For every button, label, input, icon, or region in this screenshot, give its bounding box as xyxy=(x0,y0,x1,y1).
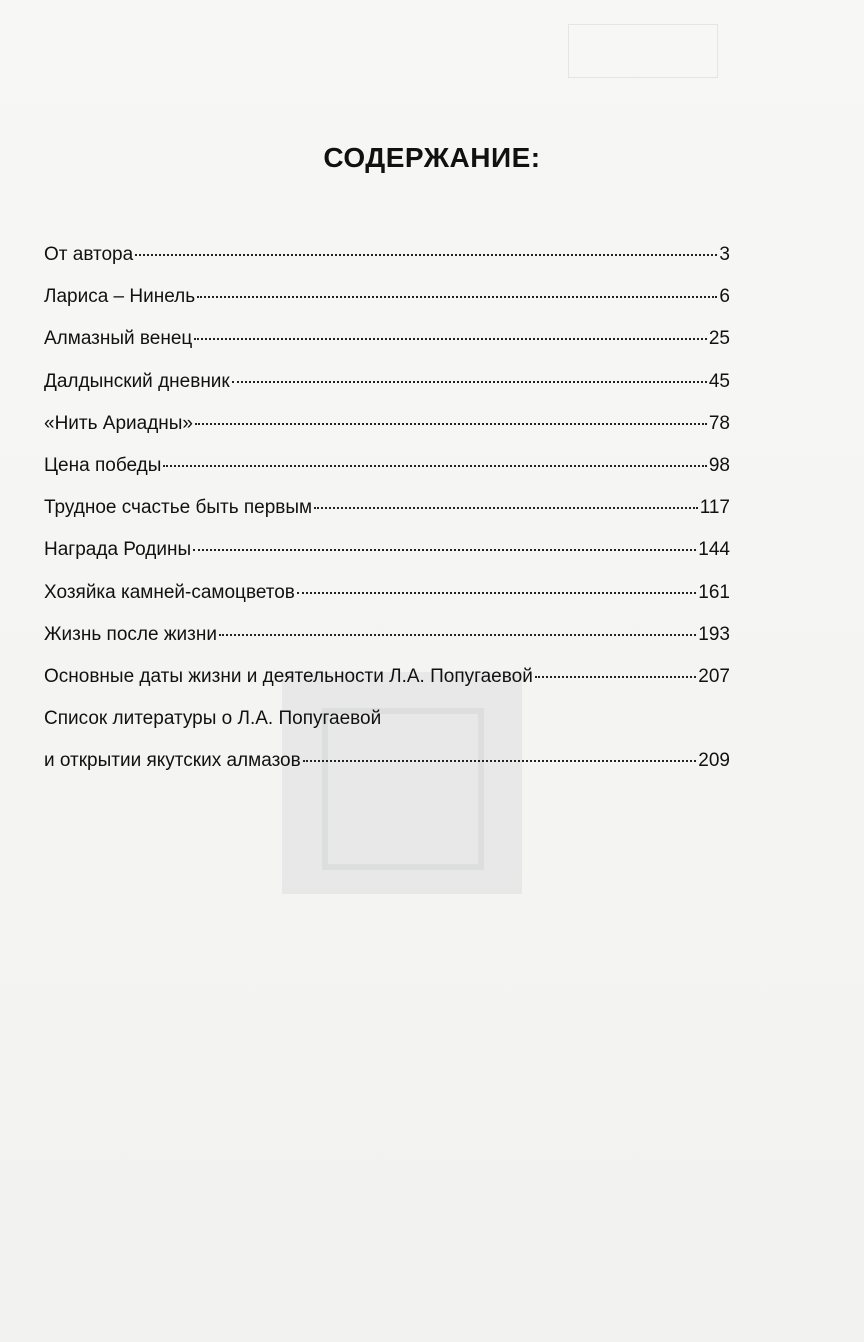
toc-entry xyxy=(44,529,730,571)
toc-entry-page: 117 xyxy=(699,497,730,519)
toc-entry-page: 161 xyxy=(698,581,730,603)
table-of-contents xyxy=(44,234,730,782)
toc-entry xyxy=(44,318,730,360)
toc-leader-dots xyxy=(197,296,717,298)
toc-entry-title: и открытии якутских алмазов xyxy=(44,750,301,772)
toc-entry xyxy=(44,740,730,782)
toc-entry xyxy=(44,234,730,276)
page-title: СОДЕРЖАНИЕ: xyxy=(323,142,541,173)
toc-entry-page: 209 xyxy=(698,750,730,772)
toc-leader-dots xyxy=(193,549,696,551)
toc-leader-dots xyxy=(314,507,698,509)
toc-entry xyxy=(44,445,730,487)
toc-leader-dots xyxy=(232,381,707,383)
toc-entry-title: Цена победы xyxy=(44,454,162,476)
toc-entry-title: Алмазный венец xyxy=(44,328,193,350)
toc-leader-dots xyxy=(535,676,696,678)
toc-entry-title: Награда Родины xyxy=(44,539,192,561)
toc-leader-dots xyxy=(135,254,717,256)
toc-entry xyxy=(44,572,730,614)
toc-entry-page: 193 xyxy=(698,623,730,645)
toc-entry-page: 3 xyxy=(719,244,730,265)
toc-entry xyxy=(44,276,730,318)
toc-entry xyxy=(44,403,730,445)
toc-entry-page: 6 xyxy=(719,286,730,308)
toc-entry-title: Хозяйка камней-самоцветов xyxy=(44,581,295,603)
toc-entry-page: 207 xyxy=(698,665,730,687)
toc-leader-dots xyxy=(303,760,697,762)
toc-entry-page: 25 xyxy=(708,328,730,350)
toc-entry-page: 98 xyxy=(708,454,730,476)
toc-entry-title: Жизнь после жизни xyxy=(44,623,217,645)
toc-leader-dots xyxy=(195,423,707,425)
toc-entry-page: 45 xyxy=(708,370,730,392)
toc-leader-dots xyxy=(163,465,706,467)
toc-entry-title: Основные даты жизни и деятельности Л.А. Попугаевой xyxy=(44,665,533,687)
toc-entry-page: 144 xyxy=(698,539,730,561)
toc-entry-page: 78 xyxy=(708,412,730,434)
toc-entry-title: Трудное счастье быть первым xyxy=(44,497,313,519)
toc-entry xyxy=(44,656,730,698)
bleed-through-stamp xyxy=(568,24,718,78)
toc-entry xyxy=(44,698,730,740)
toc-entry-title: Список литературы о Л.А. Попугаевой xyxy=(44,708,382,730)
toc-entry xyxy=(44,361,730,403)
toc-entry-title: Лариса – Нинель xyxy=(44,286,196,308)
toc-leader-dots xyxy=(219,634,696,636)
toc-entry-title: «Нить Ариадны» xyxy=(44,412,194,434)
toc-leader-dots xyxy=(297,592,696,594)
toc-entry xyxy=(44,614,730,656)
toc-entry-title: Далдынский дневник xyxy=(44,370,230,392)
toc-leader-dots xyxy=(194,338,707,340)
toc-entry xyxy=(44,487,730,529)
toc-entry-title: От автора xyxy=(44,244,134,265)
